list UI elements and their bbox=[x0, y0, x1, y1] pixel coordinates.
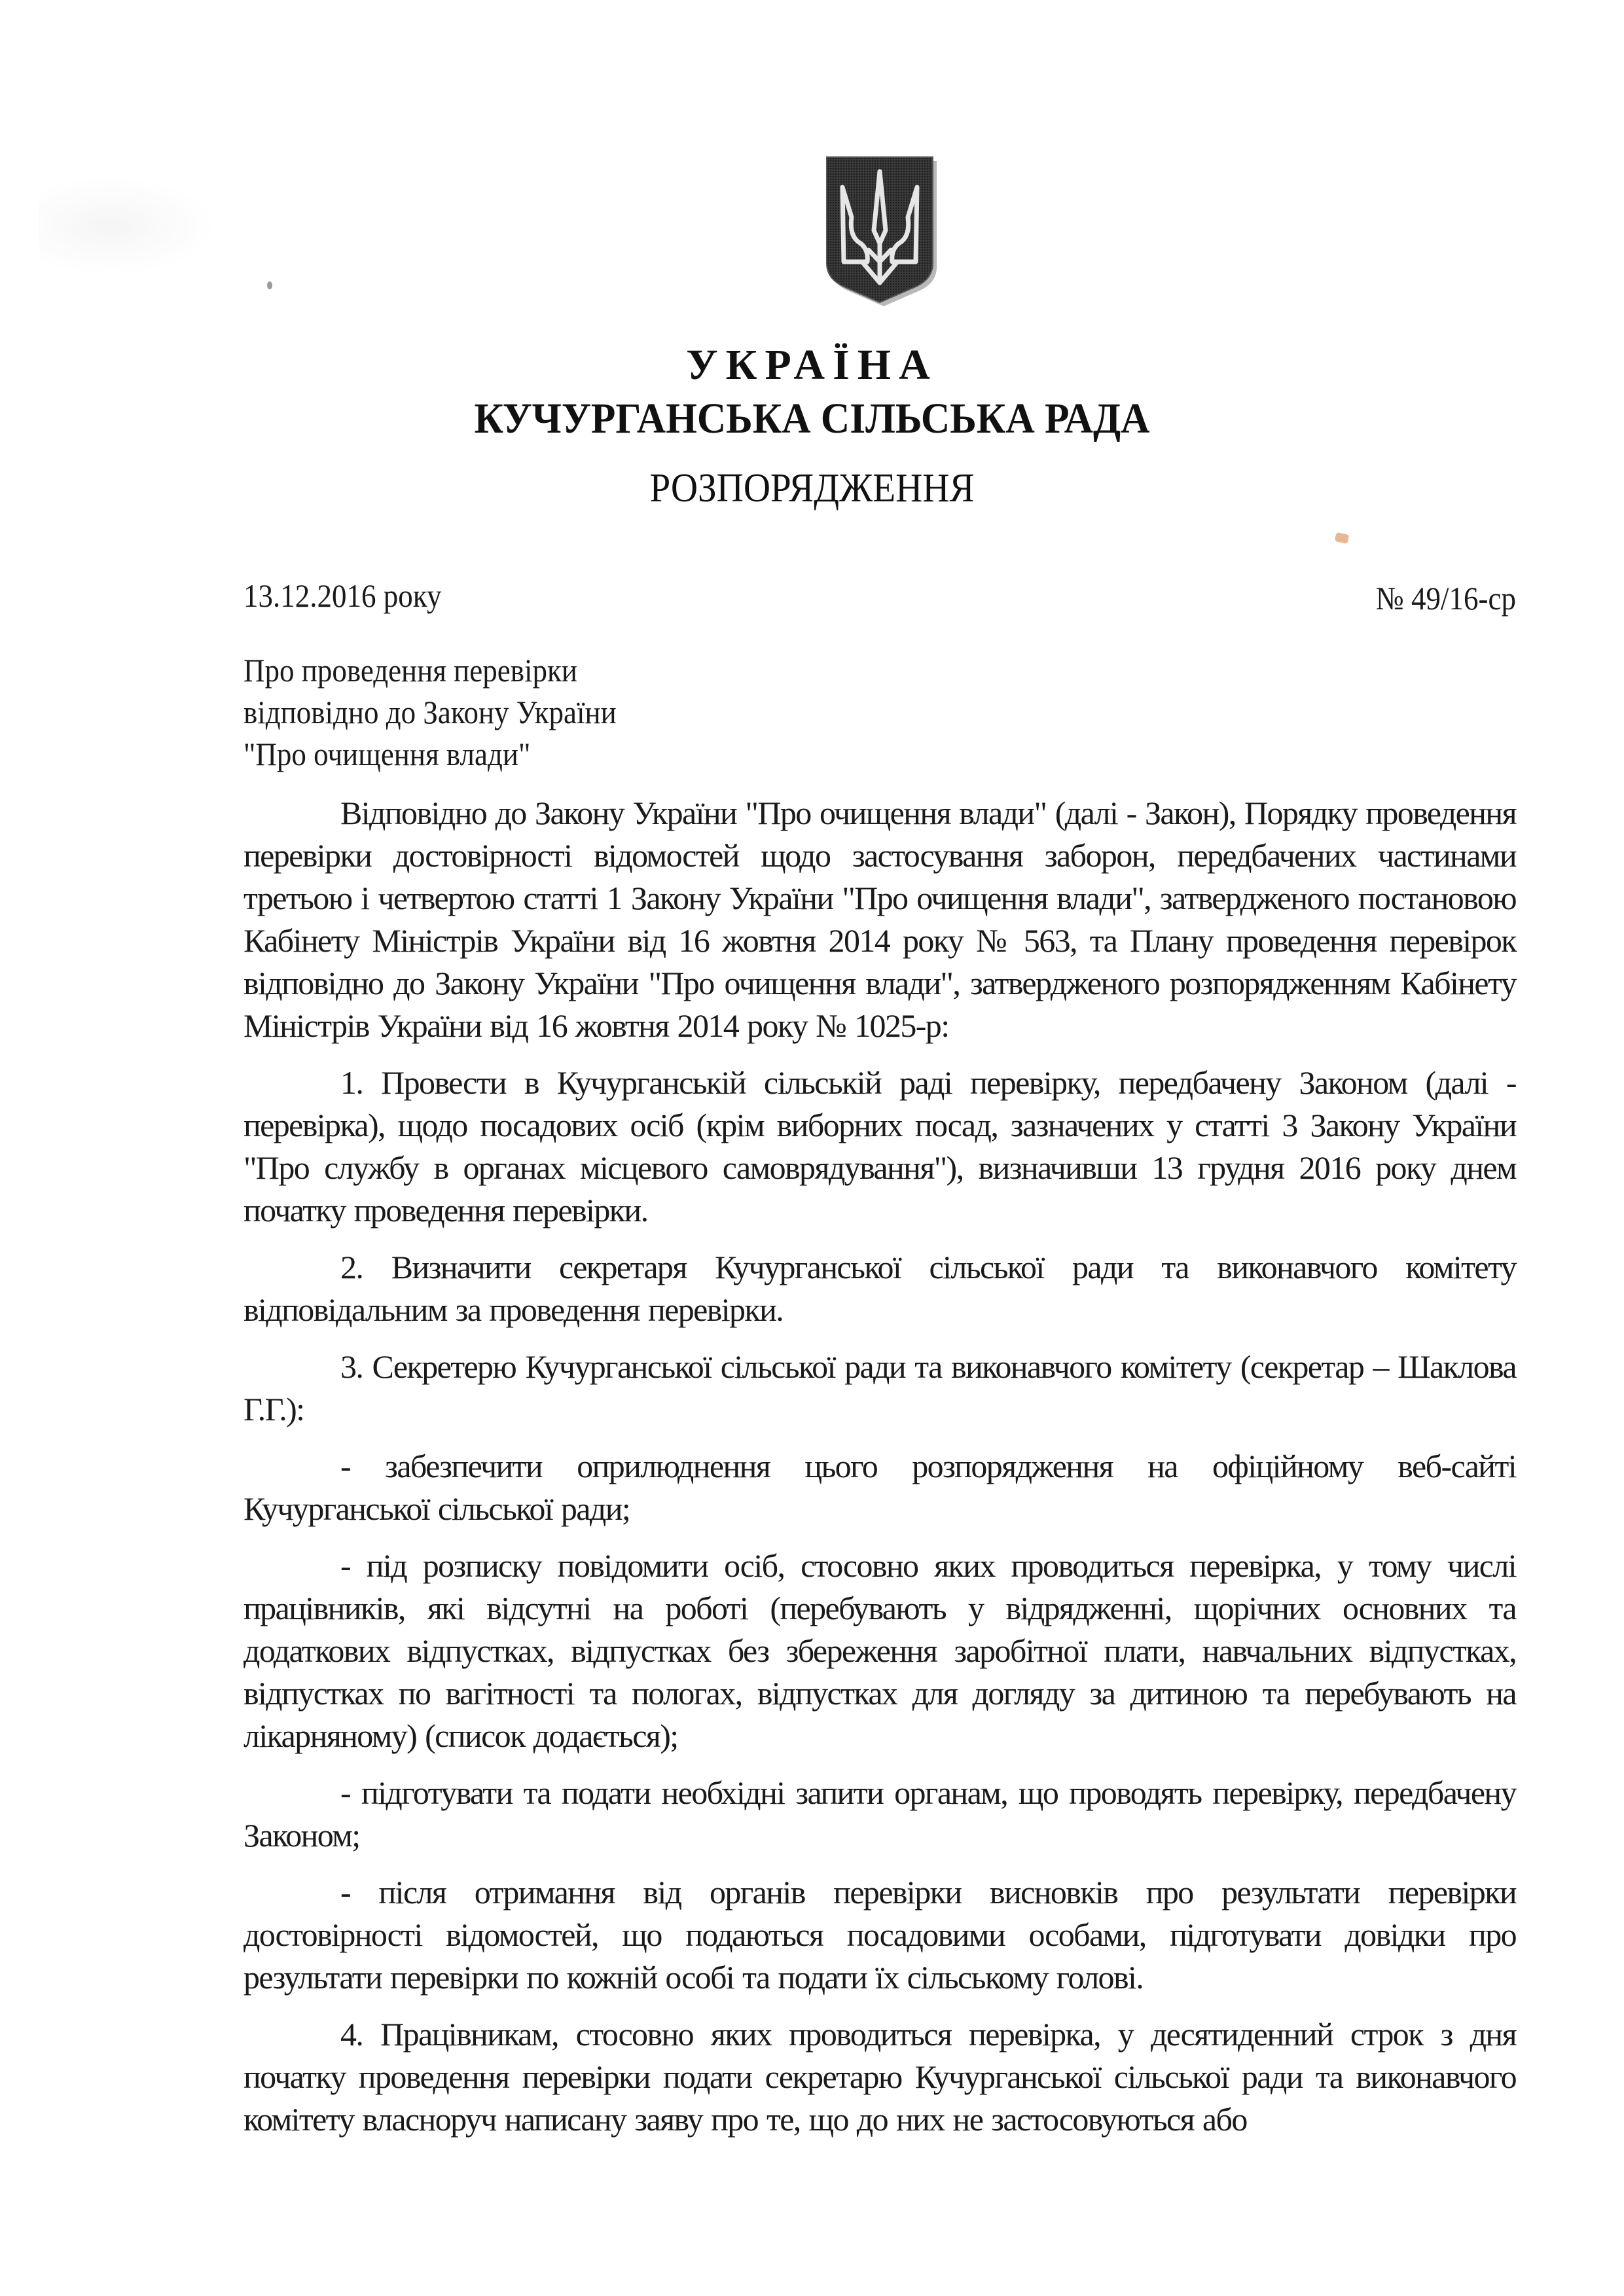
header-country: УКРАЇНА bbox=[686, 341, 938, 389]
scan-artifact-dot bbox=[267, 281, 272, 289]
document-date: 13.12.2016 року bbox=[244, 577, 442, 614]
subject-line: Про проведення перевірки bbox=[244, 652, 577, 689]
clause-3-item-notify: - під розписку повідомити осіб, стосовно яких проводиться перевірка, у тому числі працівників, які відсутні на роботі (перебувають у відрядженні, щорічних основних та додаткових відпустках, відпустках без збереження заробітної плати, навчальних відпустках, відпустках по вагітності та пологах, відпустках для догляду за дитиною та перебувають на лікарняному) (список додається); bbox=[244, 1547, 1516, 1754]
document-number: № 49/16-ср bbox=[1375, 580, 1516, 617]
clause-3-item-requests: - підготувати та подати необхідні запити органам, що проводять перевірку, передбачену Законом; bbox=[244, 1774, 1516, 1854]
document-subject bbox=[244, 649, 617, 775]
header-council-name: КУЧУРГАНСЬКА СІЛЬСЬКА РАДА bbox=[474, 395, 1150, 442]
clause-3-item-reports: - після отримання від органів перевірки висновків про результати перевірки достовірності відомостей, що подаються посадовими особами, підготувати довідки про результати перевірки по кожній особі та подати їх сільському голові. bbox=[244, 1874, 1516, 1996]
clause-3: 3. Секретерю Кучурганської сільської ради та виконавчого комітету (секретар – Шаклова Г.Г.): bbox=[244, 1348, 1516, 1427]
scan-artifact-speck bbox=[1335, 532, 1349, 544]
scan-artifact bbox=[39, 177, 216, 275]
clause-2: 2. Визначити секретаря Кучурганської сільської ради та виконавчого комітету відповідальним за проведення перевірки. bbox=[244, 1249, 1516, 1328]
clause-3-item-publish: - забезпечити оприлюднення цього розпорядження на офіційному веб-сайті Кучурганської сільської ради; bbox=[244, 1448, 1516, 1527]
subject-line: "Про очищення влади" bbox=[244, 736, 531, 772]
subject-line: відповідно до Закону України bbox=[244, 694, 617, 730]
header-document-type: РОЗПОРЯДЖЕННЯ bbox=[649, 466, 975, 511]
coat-of-arms-icon bbox=[821, 152, 939, 306]
preamble-paragraph: Відповідно до Закону України "Про очищення влади" (далі - Закон), Порядку проведення перевірки достовірності відомостей щодо застосування заборон, передбачених частинами третьою і четвертою статті 1 Закону України "Про очищення влади", затвердженого постановою Кабінету Міністрів України від 16 жовтня 2014 року № 563, та Плану проведення перевірок відповідно до Закону України "Про очищення влади", затвердженого розпорядженням Кабінету Міністрів України від 16 жовтня 2014 року № 1025-р: bbox=[244, 795, 1516, 1044]
clause-4: 4. Працівникам, стосовно яких проводиться перевірка, у десятиденний строк з дня початку проведення перевірки подати секретарю Кучурганської сільської ради та виконавчого комітету власноруч написану заяву про те, що до них не застосовуються або bbox=[244, 2016, 1516, 2138]
clause-1: 1. Провести в Кучурганській сільській раді перевірку, передбачену Законом (далі - перевірка), щодо посадових осіб (крім виборних посад, зазначених у статті 3 Закону України "Про службу в органах місцевого самоврядування"), визначивши 13 грудня 2016 року днем початку проведення перевірки. bbox=[244, 1064, 1516, 1229]
document-body bbox=[244, 792, 1516, 2155]
